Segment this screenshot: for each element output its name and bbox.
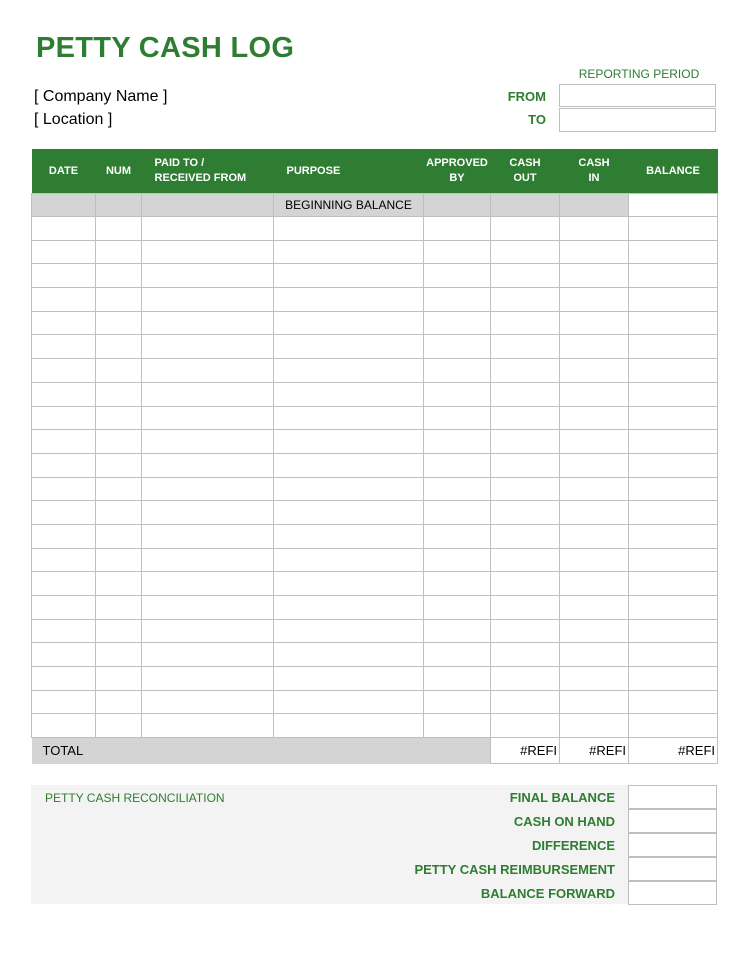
- table-cell[interactable]: [424, 453, 491, 477]
- table-cell[interactable]: [629, 714, 718, 738]
- table-cell[interactable]: [274, 619, 424, 643]
- table-cell[interactable]: [629, 240, 718, 264]
- table-cell[interactable]: [560, 335, 629, 359]
- table-cell[interactable]: [491, 714, 560, 738]
- table-cell[interactable]: [142, 453, 274, 477]
- table-cell[interactable]: [96, 643, 142, 667]
- table-cell[interactable]: [96, 264, 142, 288]
- table-cell[interactable]: [629, 596, 718, 620]
- table-cell[interactable]: [32, 430, 96, 454]
- table-cell[interactable]: [491, 548, 560, 572]
- table-cell[interactable]: [560, 406, 629, 430]
- table-cell[interactable]: [629, 572, 718, 596]
- table-row: [32, 690, 718, 714]
- table-cell[interactable]: [142, 359, 274, 383]
- table-cell[interactable]: [96, 548, 142, 572]
- table-cell[interactable]: [32, 572, 96, 596]
- table-cell[interactable]: [142, 714, 274, 738]
- table-cell[interactable]: [142, 690, 274, 714]
- table-row: [32, 572, 718, 596]
- table-row: [32, 667, 718, 691]
- table-cell[interactable]: [491, 477, 560, 501]
- table-cell[interactable]: [32, 335, 96, 359]
- table-cell[interactable]: [424, 359, 491, 383]
- table-cell[interactable]: [96, 667, 142, 691]
- table-row: [32, 524, 718, 548]
- table-cell[interactable]: [274, 453, 424, 477]
- table-cell[interactable]: [32, 382, 96, 406]
- table-cell[interactable]: [629, 430, 718, 454]
- difference-label: DIFFERENCE: [531, 838, 615, 853]
- table-cell[interactable]: [142, 430, 274, 454]
- table-cell[interactable]: [491, 406, 560, 430]
- table-row: [32, 643, 718, 667]
- table-cell[interactable]: [629, 453, 718, 477]
- table-cell[interactable]: [560, 382, 629, 406]
- table-cell[interactable]: [274, 406, 424, 430]
- table-cell[interactable]: [274, 572, 424, 596]
- table-row: [32, 430, 718, 454]
- table-cell[interactable]: [32, 524, 96, 548]
- table-cell[interactable]: [560, 477, 629, 501]
- table-cell[interactable]: [560, 524, 629, 548]
- total-cash-out: #REFI: [491, 738, 560, 764]
- table-cell[interactable]: [424, 619, 491, 643]
- table-cell[interactable]: [32, 453, 96, 477]
- table-row: [32, 217, 718, 241]
- table-cell[interactable]: [491, 643, 560, 667]
- difference-field[interactable]: [628, 833, 717, 857]
- table-row: [32, 335, 718, 359]
- table-cell[interactable]: [274, 217, 424, 241]
- location[interactable]: [ Location ]: [34, 111, 113, 128]
- table-cell[interactable]: [629, 264, 718, 288]
- total-balance: #REFI: [629, 738, 718, 764]
- table-cell[interactable]: [629, 548, 718, 572]
- table-row: [32, 714, 718, 738]
- table-cell[interactable]: [274, 524, 424, 548]
- table-cell[interactable]: [96, 311, 142, 335]
- table-cell[interactable]: [629, 667, 718, 691]
- petty-cash-table: [31, 149, 718, 764]
- table-cell[interactable]: [32, 288, 96, 312]
- table-cell[interactable]: [491, 430, 560, 454]
- table-cell[interactable]: [491, 619, 560, 643]
- reimbursement-field[interactable]: [628, 857, 717, 881]
- table-cell[interactable]: [629, 643, 718, 667]
- table-cell[interactable]: [142, 643, 274, 667]
- table-cell[interactable]: [491, 524, 560, 548]
- table-cell[interactable]: [424, 643, 491, 667]
- table-cell[interactable]: [491, 453, 560, 477]
- col-approved-by: APPROVED BY: [424, 149, 491, 194]
- table-cell[interactable]: [491, 264, 560, 288]
- table-cell[interactable]: [629, 311, 718, 335]
- table-row: [32, 548, 718, 572]
- table-cell[interactable]: [96, 596, 142, 620]
- col-paid-to: PAID TO / RECEIVED FROM: [142, 149, 274, 194]
- table-cell[interactable]: [96, 288, 142, 312]
- table-cell[interactable]: [629, 524, 718, 548]
- table-cell[interactable]: [142, 548, 274, 572]
- beginning-balance-cell[interactable]: [629, 194, 718, 217]
- table-cell[interactable]: [142, 667, 274, 691]
- table-cell[interactable]: [629, 335, 718, 359]
- from-label: FROM: [507, 89, 546, 104]
- table-cell[interactable]: [96, 501, 142, 525]
- table-cell[interactable]: [142, 240, 274, 264]
- col-cash-in: CASH IN: [560, 149, 629, 194]
- table-cell[interactable]: [629, 217, 718, 241]
- table-cell[interactable]: [274, 714, 424, 738]
- reporting-period-label: REPORTING PERIOD: [578, 67, 700, 81]
- table-cell[interactable]: [560, 430, 629, 454]
- table-cell[interactable]: [491, 501, 560, 525]
- table-cell[interactable]: [629, 501, 718, 525]
- cash-on-hand-label: CASH ON HAND: [513, 814, 615, 829]
- table-cell[interactable]: [560, 643, 629, 667]
- table-cell[interactable]: [560, 667, 629, 691]
- table-cell[interactable]: [32, 311, 96, 335]
- table-cell[interactable]: [274, 430, 424, 454]
- table-row: [32, 596, 718, 620]
- table-cell[interactable]: [424, 288, 491, 312]
- table-row: [32, 382, 718, 406]
- total-label: TOTAL: [32, 738, 424, 764]
- table-cell[interactable]: [142, 382, 274, 406]
- table-cell[interactable]: [629, 619, 718, 643]
- table-cell[interactable]: [424, 311, 491, 335]
- table-cell[interactable]: [274, 335, 424, 359]
- table-cell[interactable]: [96, 619, 142, 643]
- table-cell[interactable]: [424, 217, 491, 241]
- table-cell[interactable]: [142, 406, 274, 430]
- table-cell[interactable]: [96, 240, 142, 264]
- table-cell[interactable]: [560, 714, 629, 738]
- table-cell[interactable]: [560, 359, 629, 383]
- table-cell[interactable]: [560, 264, 629, 288]
- table-cell[interactable]: [424, 501, 491, 525]
- table-row: [32, 477, 718, 501]
- col-purpose: PURPOSE: [274, 149, 424, 194]
- table-cell[interactable]: [560, 548, 629, 572]
- table-cell[interactable]: [96, 453, 142, 477]
- table-cell[interactable]: [560, 288, 629, 312]
- table-cell[interactable]: [424, 690, 491, 714]
- table-cell[interactable]: [32, 217, 96, 241]
- table-header-row: [32, 149, 718, 194]
- table-row: [32, 406, 718, 430]
- table-cell[interactable]: [560, 501, 629, 525]
- table-cell[interactable]: [424, 477, 491, 501]
- reimbursement-label: PETTY CASH REIMBURSEMENT: [414, 862, 615, 877]
- table-cell[interactable]: [32, 548, 96, 572]
- table-cell[interactable]: [560, 572, 629, 596]
- table-cell[interactable]: [142, 596, 274, 620]
- table-cell[interactable]: [142, 288, 274, 312]
- table-cell[interactable]: [274, 240, 424, 264]
- table-cell[interactable]: [32, 359, 96, 383]
- table-cell[interactable]: [629, 382, 718, 406]
- table-row: [32, 501, 718, 525]
- table-cell[interactable]: [32, 619, 96, 643]
- table-cell[interactable]: [491, 572, 560, 596]
- col-cash-out: CASH OUT: [491, 149, 560, 194]
- table-row: [32, 453, 718, 477]
- table-cell[interactable]: [142, 501, 274, 525]
- to-date-field[interactable]: [559, 108, 716, 132]
- table-cell[interactable]: [424, 714, 491, 738]
- table-cell[interactable]: [491, 311, 560, 335]
- beginning-balance-label: BEGINNING BALANCE: [274, 194, 424, 217]
- table-row: [32, 288, 718, 312]
- table-row: [32, 311, 718, 335]
- table-cell[interactable]: [142, 217, 274, 241]
- reconciliation-title: PETTY CASH RECONCILIATION: [45, 791, 225, 805]
- table-cell[interactable]: [96, 690, 142, 714]
- table-cell[interactable]: [274, 596, 424, 620]
- table-row: [32, 240, 718, 264]
- to-label: TO: [528, 112, 546, 127]
- table-cell[interactable]: [560, 690, 629, 714]
- table-cell[interactable]: [491, 596, 560, 620]
- table-cell[interactable]: [424, 667, 491, 691]
- beginning-balance-row: [32, 194, 718, 217]
- from-date-field[interactable]: [559, 84, 716, 107]
- final-balance-field[interactable]: [628, 785, 717, 809]
- table-cell[interactable]: [142, 264, 274, 288]
- table-cell[interactable]: [96, 714, 142, 738]
- table-cell[interactable]: [560, 619, 629, 643]
- table-cell[interactable]: [424, 596, 491, 620]
- col-date: DATE: [32, 149, 96, 194]
- table-cell[interactable]: [96, 477, 142, 501]
- table-cell[interactable]: [142, 619, 274, 643]
- table-cell[interactable]: [274, 501, 424, 525]
- table-cell[interactable]: [274, 288, 424, 312]
- table-cell[interactable]: [560, 217, 629, 241]
- table-cell[interactable]: [424, 572, 491, 596]
- table-cell[interactable]: [274, 264, 424, 288]
- table-cell[interactable]: [274, 477, 424, 501]
- table-cell[interactable]: [629, 690, 718, 714]
- final-balance-label: FINAL BALANCE: [509, 790, 615, 805]
- table-cell[interactable]: [424, 430, 491, 454]
- table-cell[interactable]: [96, 524, 142, 548]
- table-cell[interactable]: [491, 359, 560, 383]
- table-cell[interactable]: [32, 406, 96, 430]
- total-row: [32, 738, 718, 764]
- table-cell[interactable]: [96, 335, 142, 359]
- table-cell[interactable]: [491, 335, 560, 359]
- table-cell[interactable]: [424, 548, 491, 572]
- table-cell[interactable]: [274, 311, 424, 335]
- table-cell[interactable]: [629, 406, 718, 430]
- table-cell[interactable]: [96, 359, 142, 383]
- table-cell[interactable]: [491, 288, 560, 312]
- table-cell[interactable]: [629, 359, 718, 383]
- table-cell[interactable]: [32, 690, 96, 714]
- table-cell[interactable]: [142, 524, 274, 548]
- table-cell[interactable]: [274, 690, 424, 714]
- table-cell[interactable]: [560, 453, 629, 477]
- col-num: NUM: [96, 149, 142, 194]
- table-cell[interactable]: [96, 382, 142, 406]
- col-balance: BALANCE: [629, 149, 718, 194]
- table-cell[interactable]: [32, 596, 96, 620]
- table-cell[interactable]: [491, 382, 560, 406]
- table-cell[interactable]: [96, 572, 142, 596]
- table-cell[interactable]: [32, 667, 96, 691]
- table-cell[interactable]: [142, 335, 274, 359]
- table-cell[interactable]: [424, 264, 491, 288]
- table-cell[interactable]: [424, 335, 491, 359]
- table-cell[interactable]: [629, 477, 718, 501]
- table-cell[interactable]: [32, 264, 96, 288]
- table-cell[interactable]: [142, 311, 274, 335]
- table-cell[interactable]: [32, 477, 96, 501]
- table-cell[interactable]: [560, 240, 629, 264]
- table-cell[interactable]: [424, 240, 491, 264]
- table-cell[interactable]: [491, 217, 560, 241]
- page-title: PETTY CASH LOG: [36, 32, 295, 64]
- table-cell[interactable]: [560, 311, 629, 335]
- table-cell[interactable]: [274, 548, 424, 572]
- table-row: [32, 359, 718, 383]
- table-cell[interactable]: [142, 572, 274, 596]
- table-cell[interactable]: [629, 288, 718, 312]
- table-cell[interactable]: [424, 382, 491, 406]
- table-cell[interactable]: [96, 430, 142, 454]
- table-cell[interactable]: [142, 477, 274, 501]
- table-row: [32, 619, 718, 643]
- table-cell[interactable]: [96, 406, 142, 430]
- table-cell[interactable]: [274, 667, 424, 691]
- table-cell[interactable]: [560, 596, 629, 620]
- table-cell[interactable]: [32, 240, 96, 264]
- company-name[interactable]: [ Company Name ]: [34, 88, 168, 105]
- table-cell[interactable]: [274, 382, 424, 406]
- total-cash-in: #REFI: [560, 738, 629, 764]
- table-row: [32, 264, 718, 288]
- table-cell[interactable]: [424, 524, 491, 548]
- table-cell[interactable]: [274, 643, 424, 667]
- table-cell[interactable]: [491, 690, 560, 714]
- table-cell[interactable]: [491, 667, 560, 691]
- cash-on-hand-field[interactable]: [628, 809, 717, 833]
- table-cell[interactable]: [32, 714, 96, 738]
- table-cell[interactable]: [32, 501, 96, 525]
- table-cell[interactable]: [32, 643, 96, 667]
- table-cell[interactable]: [96, 217, 142, 241]
- balance-forward-field[interactable]: [628, 881, 717, 905]
- table-cell[interactable]: [491, 240, 560, 264]
- table-cell[interactable]: [424, 406, 491, 430]
- balance-forward-label: BALANCE FORWARD: [480, 886, 615, 901]
- table-cell[interactable]: [274, 359, 424, 383]
